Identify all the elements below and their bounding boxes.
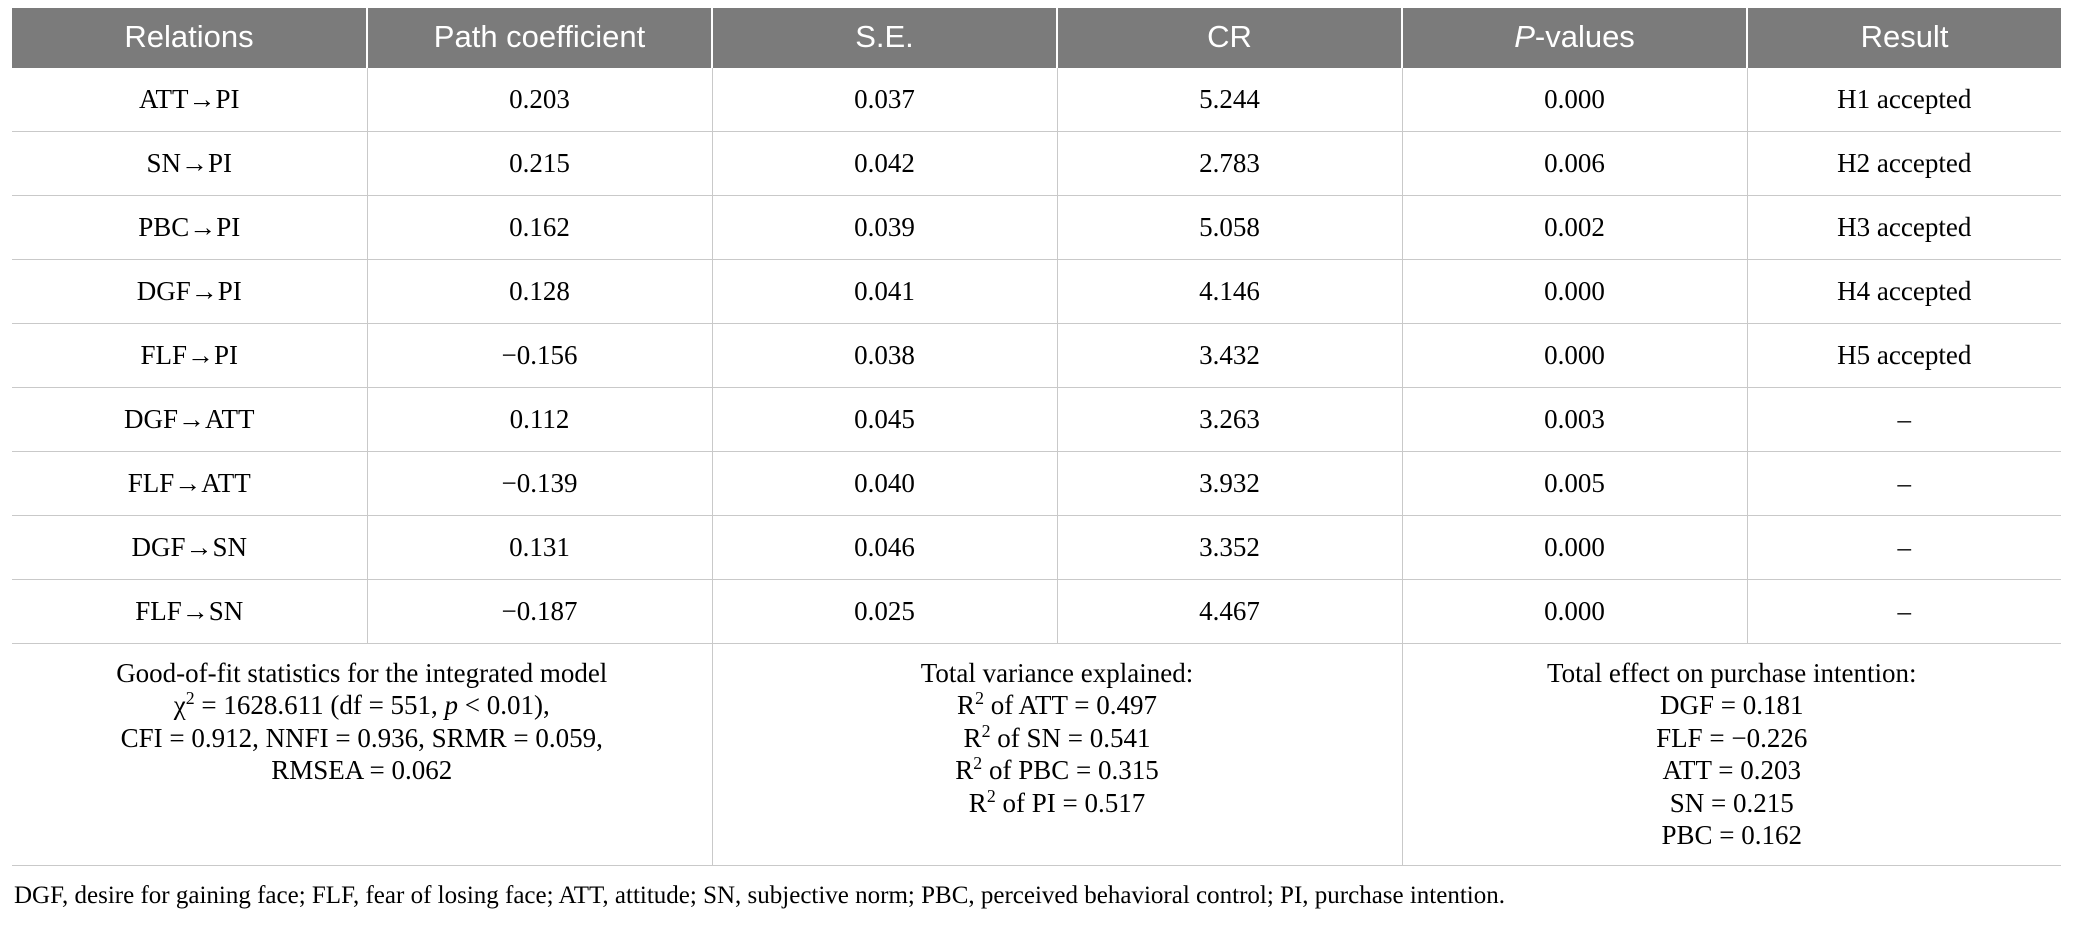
cell-path: 0.203 xyxy=(367,68,712,132)
fit-statistics-line-3: RMSEA = 0.062 xyxy=(271,755,453,786)
cell-path: −0.156 xyxy=(367,324,712,388)
table-row xyxy=(12,516,2061,580)
table-body xyxy=(12,68,2061,866)
cell-p: 0.005 xyxy=(1402,452,1747,516)
cell-path: 0.215 xyxy=(367,132,712,196)
table-row xyxy=(12,68,2061,132)
cell-relation: DGF→SN xyxy=(12,516,367,580)
cell-p: 0.000 xyxy=(1402,68,1747,132)
fit-statistics-title: Good-of-fit statistics for the integrated model xyxy=(116,658,608,689)
cell-se: 0.040 xyxy=(712,452,1057,516)
cell-result: H5 accepted xyxy=(1747,324,2061,388)
table-row xyxy=(12,580,2061,644)
cell-cr: 3.263 xyxy=(1057,388,1402,452)
cell-relation: ATT→PI xyxy=(12,68,367,132)
cell-se: 0.038 xyxy=(712,324,1057,388)
table-header xyxy=(12,8,2061,68)
table-footnote: DGF, desire for gaining face; FLF, fear of losing face; ATT, attitude; SN, subjective norm; PBC, perceived behavioral control; PI, purchase intention. xyxy=(14,882,1505,910)
fit-statistics-line-1: $\chi^2 = 1628.611$ (df = 551, p < 0.01), xyxy=(173,688,550,721)
cell-result: H4 accepted xyxy=(1747,260,2061,324)
cell-relation: PBC→PI xyxy=(12,196,367,260)
cell-se: 0.025 xyxy=(712,580,1057,644)
variance-line-4: $R^2$ of PI = 0.517 xyxy=(968,785,1146,818)
table-row xyxy=(12,132,2061,196)
cell-cr: 3.932 xyxy=(1057,452,1402,516)
cell-p: 0.000 xyxy=(1402,516,1747,580)
cell-cr: 4.146 xyxy=(1057,260,1402,324)
cell-p: 0.000 xyxy=(1402,580,1747,644)
cell-se: 0.041 xyxy=(712,260,1057,324)
cell-result: H2 accepted xyxy=(1747,132,2061,196)
cell-path: −0.187 xyxy=(367,580,712,644)
cell-p: 0.006 xyxy=(1402,132,1747,196)
cell-cr: 4.467 xyxy=(1057,580,1402,644)
cell-p: 0.002 xyxy=(1402,196,1747,260)
total-effect-line-2: FLF = −0.226 xyxy=(1656,722,1808,753)
variance-explained-cell xyxy=(712,644,1402,866)
variance-line-1: $R^2$ of ATT = 0.497 xyxy=(957,688,1157,721)
cell-cr: 5.058 xyxy=(1057,196,1402,260)
column-header-cr: CR xyxy=(1057,8,1402,68)
header-row xyxy=(12,8,2061,68)
cell-path: −0.139 xyxy=(367,452,712,516)
cell-cr: 5.244 xyxy=(1057,68,1402,132)
column-header-se: S.E. xyxy=(712,8,1057,68)
column-header-path-coefficient: Path coefficient xyxy=(367,8,712,68)
cell-cr: 3.352 xyxy=(1057,516,1402,580)
cell-relation: FLF→ATT xyxy=(12,452,367,516)
cell-p: 0.003 xyxy=(1402,388,1747,452)
total-effect-line-3: ATT = 0.203 xyxy=(1662,755,1801,786)
fit-statistics-cell xyxy=(12,644,712,866)
cell-p: 0.000 xyxy=(1402,260,1747,324)
total-effect-line-5: PBC = 0.162 xyxy=(1661,820,1802,851)
total-effect-title: Total effect on purchase intention: xyxy=(1547,658,1917,689)
cell-p: 0.000 xyxy=(1402,324,1747,388)
cell-se: 0.045 xyxy=(712,388,1057,452)
column-header-relations: Relations xyxy=(12,8,367,68)
cell-se: 0.037 xyxy=(712,68,1057,132)
column-header-p-values: P-values xyxy=(1402,8,1747,68)
cell-result: H3 accepted xyxy=(1747,196,2061,260)
table-row xyxy=(12,324,2061,388)
table-row xyxy=(12,452,2061,516)
cell-cr: 2.783 xyxy=(1057,132,1402,196)
table-row xyxy=(12,388,2061,452)
results-table xyxy=(12,8,2061,866)
table-row xyxy=(12,260,2061,324)
cell-result: H1 accepted xyxy=(1747,68,2061,132)
total-effect-line-4: SN = 0.215 xyxy=(1669,787,1794,818)
cell-relation: FLF→SN xyxy=(12,580,367,644)
cell-se: 0.042 xyxy=(712,132,1057,196)
cell-path: 0.128 xyxy=(367,260,712,324)
total-effect-line-1: DGF = 0.181 xyxy=(1660,690,1804,721)
summary-row xyxy=(12,644,2061,866)
variance-line-3: $R^2$ of PBC = 0.315 xyxy=(955,753,1159,786)
cell-result: – xyxy=(1747,452,2061,516)
cell-relation: DGF→PI xyxy=(12,260,367,324)
cell-path: 0.112 xyxy=(367,388,712,452)
column-header-result: Result xyxy=(1747,8,2061,68)
cell-cr: 3.432 xyxy=(1057,324,1402,388)
cell-relation: DGF→ATT xyxy=(12,388,367,452)
cell-relation: FLF→PI xyxy=(12,324,367,388)
cell-path: 0.162 xyxy=(367,196,712,260)
table-row xyxy=(12,196,2061,260)
cell-result: – xyxy=(1747,388,2061,452)
variance-title: Total variance explained: xyxy=(920,658,1194,689)
variance-line-2: $R^2$ of SN = 0.541 xyxy=(963,720,1151,753)
cell-path: 0.131 xyxy=(367,516,712,580)
cell-result: – xyxy=(1747,516,2061,580)
total-effect-cell xyxy=(1402,644,2061,866)
cell-relation: SN→PI xyxy=(12,132,367,196)
cell-se: 0.039 xyxy=(712,196,1057,260)
fit-statistics-line-2: CFI = 0.912, NNFI = 0.936, SRMR = 0.059, xyxy=(120,722,603,753)
cell-se: 0.046 xyxy=(712,516,1057,580)
cell-result: – xyxy=(1747,580,2061,644)
